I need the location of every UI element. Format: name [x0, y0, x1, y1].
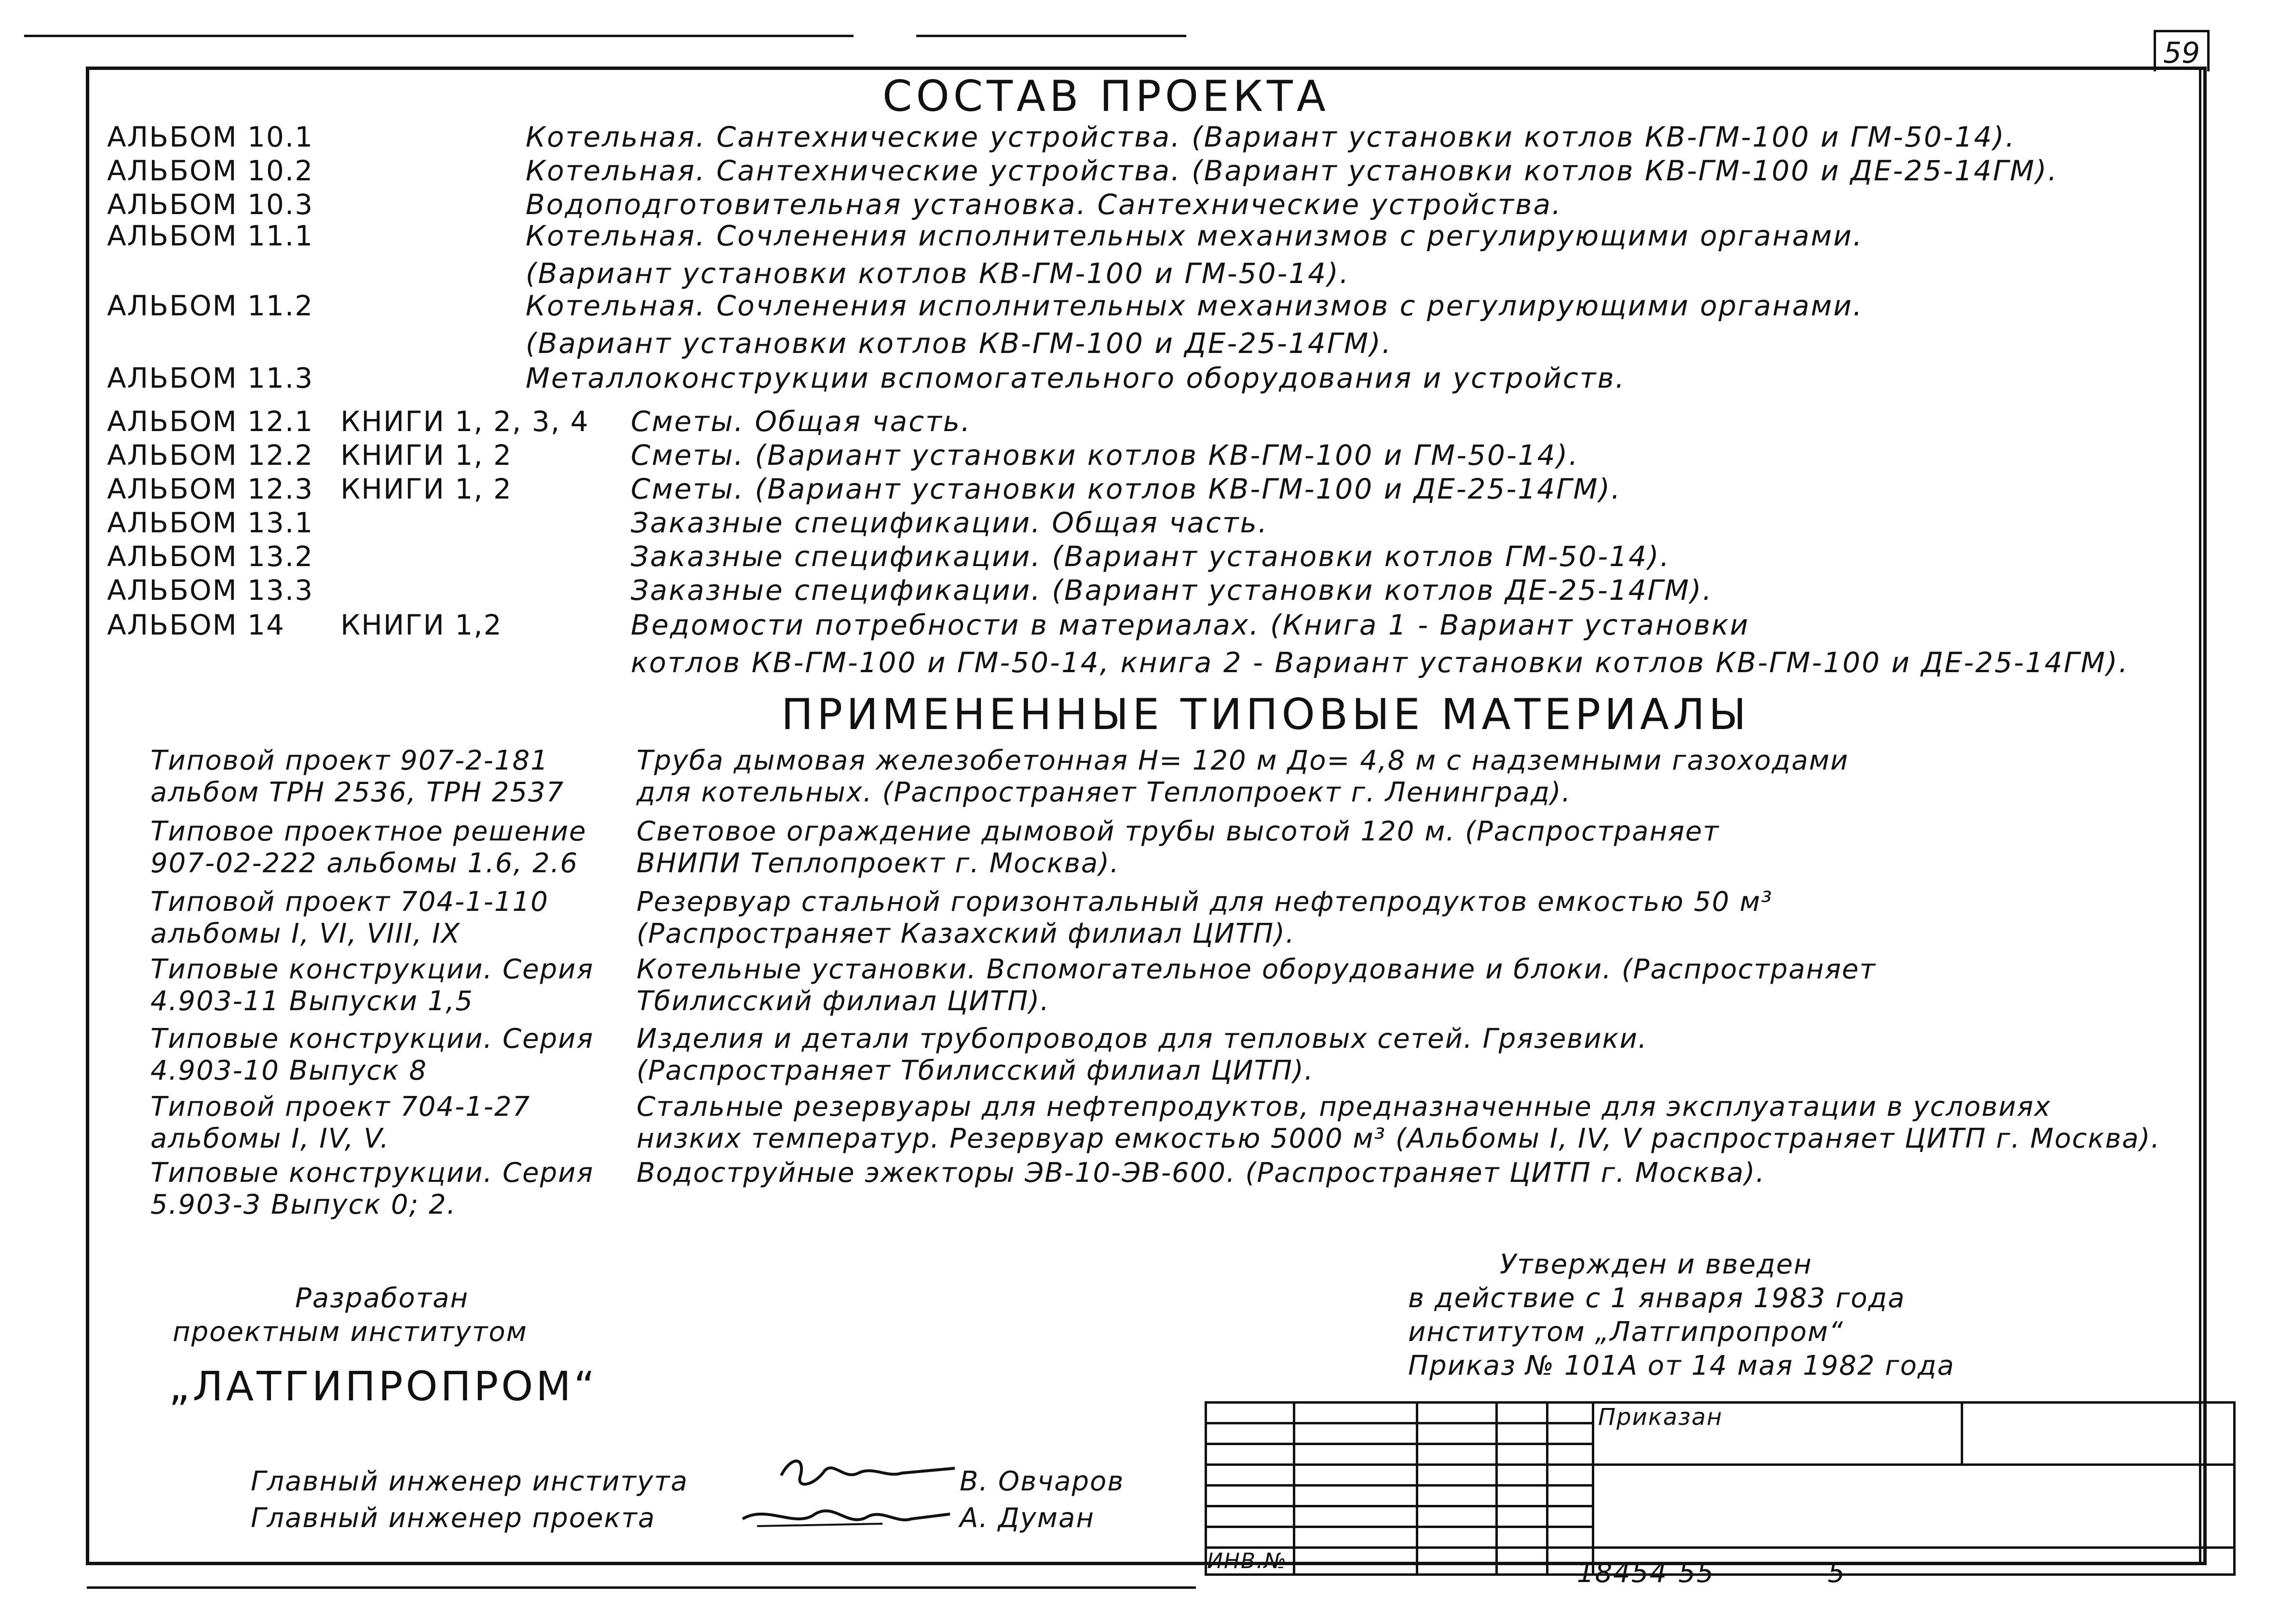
- approval-line3: институтом „Латгипропром“: [1408, 1316, 1844, 1348]
- album-description: Котельная. Сантехнические устройства. (Вариант установки котлов КВ-ГМ-100 и ДЕ-25-14ГМ).: [526, 154, 2059, 187]
- album-books: КНИГИ 1, 2, 3, 4: [340, 405, 589, 438]
- material-description: Котельные установки. Вспомогательное оборудование и блоки. (Распространяет: [637, 954, 1876, 985]
- album-description: котлов КВ-ГМ-100 и ГМ-50-14, книга 2 - Вариант установки котлов КВ-ГМ-100 и ДЕ-25-14ГМ).: [631, 646, 2130, 679]
- frame-double-edge: [2199, 67, 2207, 1565]
- composition-title: СОСТАВ ПРОЕКТА: [882, 71, 1329, 121]
- developer-name: „ЛАТГИПРОПРОМ“: [169, 1363, 598, 1410]
- album-label: АЛЬБОМ 11.1: [107, 219, 314, 252]
- album-label: АЛЬБОМ 11.2: [107, 289, 314, 322]
- material-description: Водоструйные эжекторы ЭВ-10-ЭВ-600. (Распространяет ЦИТП г. Москва).: [637, 1157, 1765, 1189]
- album-description: Сметы. (Вариант установки котлов КВ-ГМ-100 и ДЕ-25-14ГМ).: [631, 473, 1622, 505]
- material-reference: альбомы I, IV, V.: [150, 1123, 390, 1154]
- material-description: Резервуар стальной горизонтальный для нефтепродуктов емкостью 50 м³: [637, 886, 1773, 918]
- album-books: КНИГИ 1, 2: [340, 439, 513, 472]
- developer-line1: Разработан: [295, 1283, 469, 1314]
- album-label: АЛЬБОМ 10.1: [107, 121, 314, 153]
- chief-engineer-project-name: А. Думан: [960, 1502, 1095, 1534]
- title-block-stamp: [1205, 1401, 2236, 1576]
- material-description: Тбилисский филиал ЦИТП).: [637, 986, 1050, 1017]
- album-label: АЛЬБОМ 10.2: [107, 154, 314, 187]
- stamp-order-label: Приказан: [1598, 1404, 1723, 1431]
- album-books: КНИГИ 1,2: [340, 609, 502, 641]
- material-description: для котельных. (Распространяет Теплопроект г. Ленинград).: [637, 777, 1572, 808]
- album-label: АЛЬБОМ 11.3: [107, 362, 314, 394]
- material-reference: 907-02-222 альбомы 1.6, 2.6: [150, 848, 579, 879]
- approval-line4: Приказ № 101А от 14 мая 1982 года: [1408, 1350, 1955, 1381]
- material-reference: Типовые конструкции. Серия: [150, 954, 594, 985]
- approval-line1: Утвержден и введен: [1500, 1249, 1813, 1280]
- material-reference: Типовые конструкции. Серия: [150, 1157, 594, 1189]
- bottom-dash-line: [87, 1586, 1196, 1589]
- developer-line2: проектным институтом: [173, 1316, 528, 1348]
- approval-line2: в действие с 1 января 1983 года: [1408, 1283, 1906, 1314]
- inventory-label: ИНВ.№: [1207, 1549, 1287, 1573]
- album-label: АЛЬБОМ 13.2: [107, 540, 314, 573]
- material-reference: 4.903-11 Выпуски 1,5: [150, 986, 474, 1017]
- sheet-number: 59: [2154, 30, 2210, 71]
- album-description: Котельная. Сочленения исполнительных механизмов с регулирующими органами.: [526, 219, 1863, 252]
- material-reference: альбомы I, VI, VIII, IX: [150, 918, 461, 949]
- album-description: Котельная. Сочленения исполнительных механизмов с регулирующими органами.: [526, 289, 1863, 322]
- album-label: АЛЬБОМ 12.1: [107, 405, 314, 438]
- page-number: 5: [1828, 1557, 1846, 1589]
- material-description: Световое ограждение дымовой трубы высотой 120 м. (Распространяет: [637, 816, 1720, 847]
- top-dash-line-2: [916, 35, 1186, 37]
- album-books: КНИГИ 1, 2: [340, 473, 513, 505]
- material-description: (Распространяет Тбилисский филиал ЦИТП).: [637, 1055, 1314, 1086]
- album-description: Ведомости потребности в материалах. (Книга 1 - Вариант установки: [631, 609, 1750, 641]
- material-description: Изделия и детали трубопроводов для тепловых сетей. Грязевики.: [637, 1023, 1648, 1055]
- album-description: Котельная. Сантехнические устройства. (Вариант установки котлов КВ-ГМ-100 и ГМ-50-14).: [526, 121, 2016, 153]
- chief-engineer-institute-name: В. Овчаров: [960, 1466, 1125, 1497]
- material-description: Труба дымовая железобетонная Н= 120 м До= 4,8 м с надземными газоходами: [637, 745, 1849, 776]
- album-description: Заказные спецификации. Общая часть.: [631, 506, 1269, 539]
- album-description: Металлоконструкции вспомогательного оборудования и устройств.: [526, 362, 1626, 394]
- chief-engineer-project-role: Главный инженер проекта: [251, 1502, 656, 1534]
- album-description: (Вариант установки котлов КВ-ГМ-100 и ДЕ-25-14ГМ).: [526, 327, 1393, 360]
- material-description: (Распространяет Казахский филиал ЦИТП).: [637, 918, 1295, 949]
- album-description: Сметы. Общая часть.: [631, 405, 972, 438]
- material-reference: альбом ТРН 2536, ТРН 2537: [150, 777, 565, 808]
- album-description: Сметы. (Вариант установки котлов КВ-ГМ-100 и ГМ-50-14).: [631, 439, 1579, 472]
- material-reference: Типовой проект 907-2-181: [150, 745, 549, 776]
- album-label: АЛЬБОМ 14: [107, 609, 285, 641]
- material-reference: 5.903-3 Выпуск 0; 2.: [150, 1189, 457, 1220]
- album-label: АЛЬБОМ 13.1: [107, 506, 314, 539]
- material-description: ВНИПИ Теплопроект г. Москва).: [637, 848, 1120, 879]
- material-reference: Типовой проект 704-1-110: [150, 886, 549, 918]
- material-reference: Типовое проектное решение: [150, 816, 587, 847]
- material-reference: 4.903-10 Выпуск 8: [150, 1055, 428, 1086]
- chief-engineer-institute-role: Главный инженер института: [251, 1466, 689, 1497]
- top-dash-line: [24, 35, 854, 37]
- material-reference: Типовой проект 704-1-27: [150, 1091, 531, 1123]
- material-description: низких температур. Резервуар емкостью 5000 м³ (Альбомы I, IV, V распространяет ЦИТП г. Москва).: [637, 1123, 2161, 1154]
- signature-institute: [776, 1451, 960, 1495]
- document-code: 18454-55: [1577, 1557, 1715, 1589]
- album-description: Заказные спецификации. (Вариант установки котлов ГМ-50-14).: [631, 540, 1671, 573]
- album-description: Водоподготовительная установка. Сантехнические устройства.: [526, 188, 1562, 221]
- material-description: Стальные резервуары для нефтепродуктов, предназначенные для эксплуатации в условиях: [637, 1091, 2051, 1123]
- album-description: Заказные спецификации. (Вариант установки котлов ДЕ-25-14ГМ).: [631, 574, 1713, 607]
- signature-project: [738, 1500, 955, 1533]
- album-label: АЛЬБОМ 10.3: [107, 188, 314, 221]
- album-description: (Вариант установки котлов КВ-ГМ-100 и ГМ-50-14).: [526, 257, 1350, 290]
- material-reference: Типовые конструкции. Серия: [150, 1023, 594, 1055]
- materials-title: ПРИМЕНЕННЫЕ ТИПОВЫЕ МАТЕРИАЛЫ: [781, 690, 1750, 739]
- album-label: АЛЬБОМ 13.3: [107, 574, 314, 607]
- album-label: АЛЬБОМ 12.3: [107, 473, 314, 505]
- album-label: АЛЬБОМ 12.2: [107, 439, 314, 472]
